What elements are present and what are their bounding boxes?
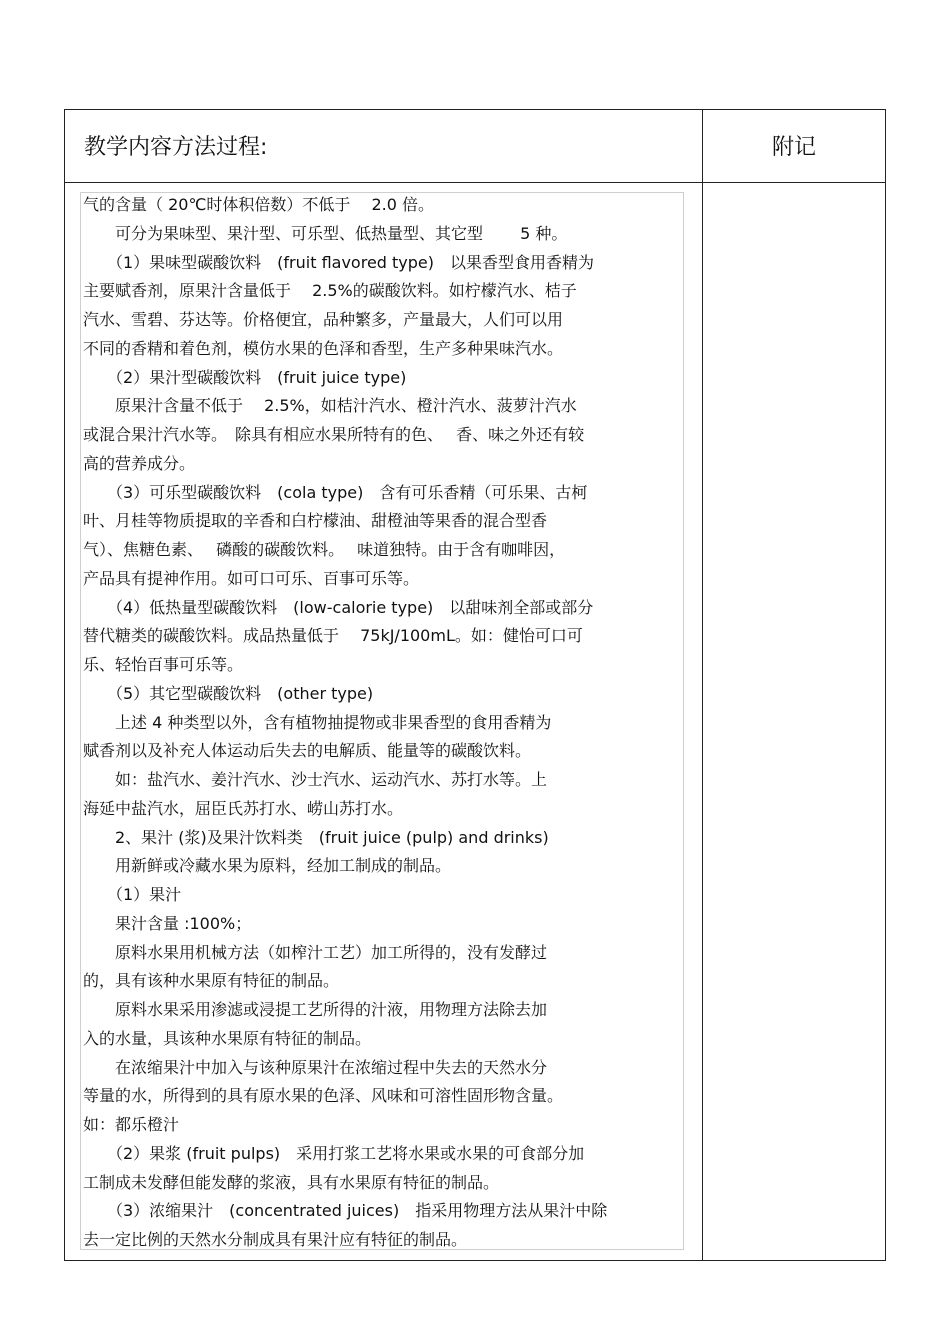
text-line: 高的营养成分。 — [83, 453, 196, 473]
header-divider — [64, 182, 886, 183]
text-line: 果汁含量 :100%； — [83, 913, 252, 933]
text-line: （2）果汁型碳酸饮料 (fruit juice type) — [83, 367, 407, 387]
text-line: 入的水量，具该种水果原有特征的制品。 — [83, 1028, 372, 1048]
text-line: 气）、焦糖色素、 磷酸的碳酸饮料。 味道独特。由于含有咖啡因， — [83, 540, 566, 559]
text-line: （3）可乐型碳酸饮料 (cola type) 含有可乐香精（可乐果、古柯 — [83, 482, 588, 502]
text-line: 不同的香精和着色剂，模仿水果的色泽和香型，生产多种果味汽水。 — [83, 338, 564, 358]
text-line: （1）果味型碳酸饮料 (fruit flavored type) 以果香型食用香精为 — [83, 252, 595, 272]
text-line: 替代糖类的碳酸饮料。成品热量低于 75kJ/100mL。如：健怡可口可 — [83, 626, 583, 646]
text-line: （5）其它型碳酸饮料 (other type) — [83, 683, 374, 703]
text-line: 去一定比例的天然水分制成具有果汁应有特征的制品。 — [83, 1230, 468, 1249]
text-line: 如：盐汽水、姜汁汽水、沙士汽水、运动汽水、苏打水等。上 — [83, 770, 548, 789]
text-line: 原果汁含量不低于 2.5%，如桔汁汽水、橙汁汽水、菠萝汁汽水 — [83, 396, 577, 416]
text-line: 原料水果采用渗滤或浸提工艺所得的汁液，用物理方法除去加 — [83, 1000, 548, 1019]
header-notes: 附记 — [771, 135, 816, 160]
text-line: 赋香剂以及补充人体运动后失去的电解质、能量等的碳酸饮料。 — [83, 741, 532, 761]
text-line: 用新鲜或冷藏水果为原料，经加工制成的制品。 — [83, 856, 452, 876]
text-line: 主要赋香剂，原果汁含量低于 2.5%的碳酸饮料。如柠檬汽水、桔子 — [83, 281, 577, 301]
text-line: 2、果汁 (浆)及果汁饮料类 (fruit juice (pulp) and drinks) — [83, 827, 549, 847]
text-line: （2）果浆 (fruit pulps) 采用打浆工艺将水果或水果的可食部分加 — [83, 1143, 585, 1163]
text-line: 原料水果用机械方法（如榨汁工艺）加工所得的，没有发酵过 — [83, 942, 548, 962]
text-line: 叶、月桂等物质提取的辛香和白柠檬油、甜橙油等果香的混合型香 — [83, 511, 548, 531]
text-line: 可分为果味型、果汁型、可乐型、低热量型、其它型 5 种。 — [83, 223, 568, 243]
text-line: （1）果汁 — [83, 885, 182, 904]
text-line: 汽水、雪碧、芬达等。价格便宜，品种繁多，产量最大，人们可以用 — [83, 310, 564, 329]
text-line: 产品具有提神作用。如可口可乐、百事可乐等。 — [83, 568, 420, 588]
text-line: 如：都乐橙汁 — [83, 1115, 180, 1134]
text-line: 或混合果汁汽水等。 除具有相应水果所特有的色、 香、味之外还有较 — [83, 425, 585, 444]
text-line: 等量的水，所得到的具有原水果的色泽、风味和可溶性固形物含量。 — [83, 1086, 564, 1106]
column-divider — [702, 109, 703, 1261]
content-body — [83, 191, 679, 1255]
text-line: 海延中盐汽水，屈臣氏苏打水、崂山苏打水。 — [83, 798, 404, 818]
text-line: 乐、轻怡百事可乐等。 — [83, 655, 244, 674]
text-line: 在浓缩果汁中加入与该种原果汁在浓缩过程中失去的天然水分 — [83, 1057, 548, 1077]
text-line: 上述 4 种类型以外，含有植物抽提物或非果香型的食用香精为 — [83, 712, 552, 732]
text-line: （3）浓缩果汁 (concentrated juices) 指采用物理方法从果汁中除 — [83, 1201, 608, 1221]
text-line: 的，具有该种水果原有特征的制品。 — [83, 971, 340, 991]
text-line: （4）低热量型碳酸饮料 (low-calorie type) 以甜味剂全部或部分 — [83, 597, 594, 617]
text-line: 工制成未发酵但能发酵的浆液，具有水果原有特征的制品。 — [83, 1172, 500, 1192]
text-line: 气的含量（ 20℃时体积倍数）不低于 2.0 倍。 — [83, 195, 435, 214]
header-teaching-content: 教学内容方法过程: — [84, 135, 268, 160]
